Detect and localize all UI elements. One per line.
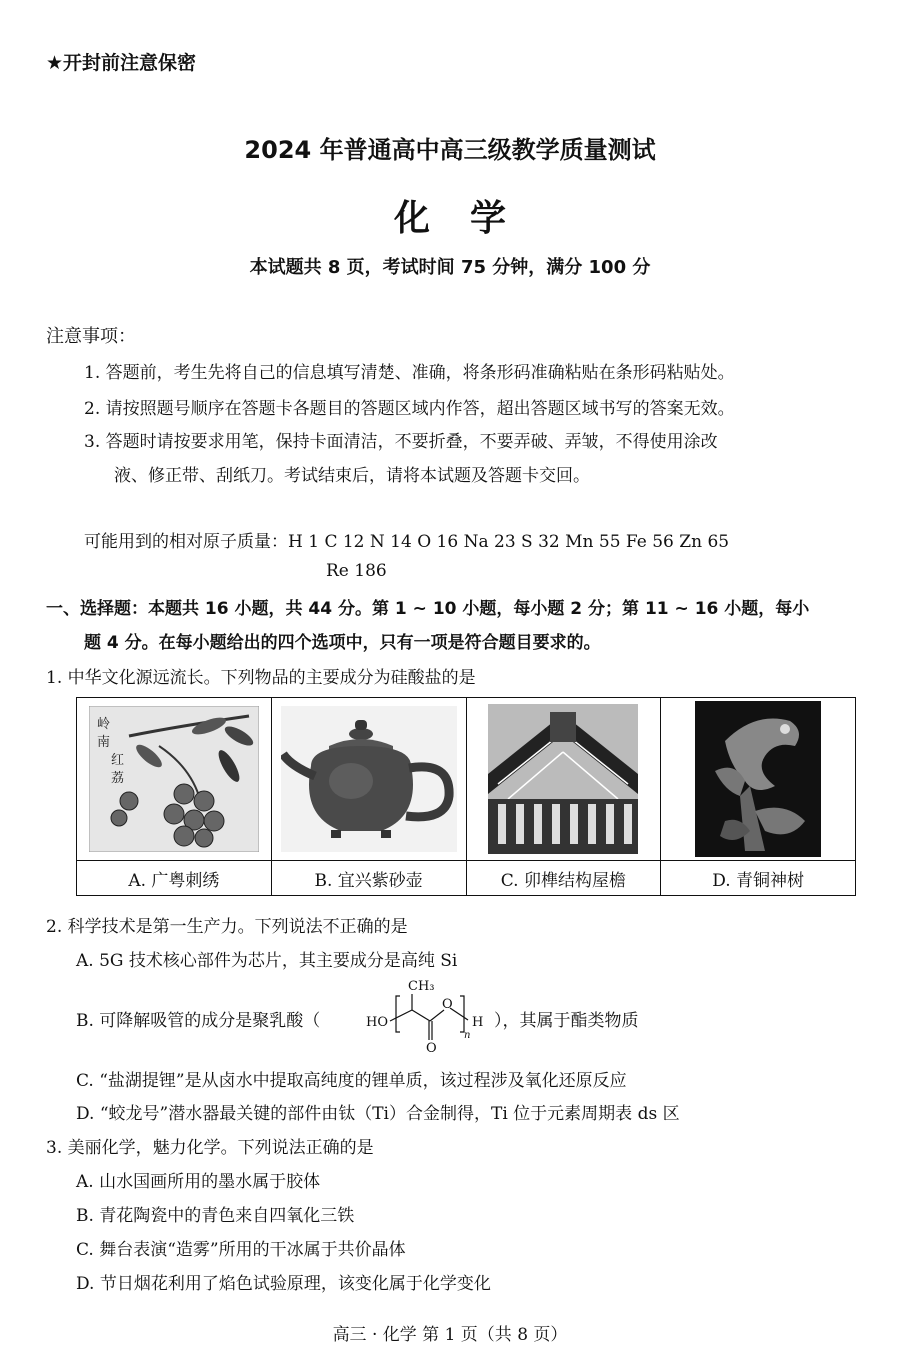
question-2-option-d: D. “蛟龙号”潜水器最关键的部件由钛（Ti）合金制得，Ti 位于元素周期表 ds 区 [76,1104,680,1124]
option-b-label: B. 宜兴紫砂壶 [271,861,466,896]
notice-item-2: 2. 请按照题号顺序在答题卡各题目的答题区域内作答，超出答题区域书写的答案无效。 [84,399,735,419]
eaves-image [488,704,638,854]
question-3-option-c: C. 舞台表演“造雾”所用的干冰属于共价晶体 [76,1240,406,1260]
bronze-tree-image [695,701,821,857]
section-1-heading-cont: 题 4 分。在每小题给出的四个选项中，只有一项是符合题目要求的。 [84,633,601,653]
question-3-stem: 3. 美丽化学，魅力化学。下列说法正确的是 [46,1138,374,1158]
notice-item-1: 1. 答题前，考生先将自己的信息填写清楚、准确，将条形码准确粘贴在条形码粘贴处。 [84,363,735,383]
option-d-image [661,698,856,861]
polylactic-acid-structure [360,976,490,1056]
embroidery-char-3: 红 [110,753,124,768]
formula-ho: HO [366,1015,388,1030]
notice-item-3-continued: 液、修正带、刮纸刀。考试结束后，请将本试题及答题卡交回。 [114,466,590,486]
embroidery-image [89,706,259,852]
option-d-label: D. 青铜神树 [661,861,856,896]
question-2-option-b: B. 可降解吸管的成分是聚乳酸（ [76,1011,321,1031]
question-2-option-a: A. 5G 技术核心部件为芯片，其主要成分是高纯 Si [76,951,458,971]
question-3-option-b: B. 青花陶瓷中的青色来自四氧化三铁 [76,1206,355,1226]
option-c-image [466,698,661,861]
teapot-image [281,706,457,852]
formula-n: n [464,1030,471,1041]
option-c-label: C. 卯榫结构屋檐 [466,861,661,896]
embroidery-char-4: 荔 [110,771,124,786]
formula-carbonyl-o: O [426,1041,437,1056]
embroidery-char-1: 岭 [96,717,110,732]
exam-meta: 本试题共 8 页，考试时间 75 分钟，满分 100 分 [249,257,651,278]
question-1-image-table [76,697,856,896]
exam-title: 2024 年普通高中高三级教学质量测试 [244,136,656,164]
notice-heading: 注意事项： [46,326,136,347]
embroidery-char-2: 南 [96,735,110,750]
notice-item-3: 3. 答题时请按要求用笔，保持卡面清洁，不要折叠，不要弄破、弄皱，不得使用涂改 [84,432,718,452]
formula-ester-o: O [442,997,453,1012]
section-1-heading: 一、选择题：本题共 16 小题，共 44 分。第 1 ~ 10 小题，每小题 2 分；第 11 ~ 16 小题，每小 [46,599,810,619]
option-a-image [77,698,272,861]
question-1-stem: 1. 中华文化源远流长。下列物品的主要成分为硅酸盐的是 [46,668,476,688]
option-b-image [271,698,466,861]
question-2-stem: 2. 科学技术是第一生产力。下列说法不正确的是 [46,917,408,937]
formula-h: H [472,1015,484,1030]
atomic-masses: 可能用到的相对原子质量：H 1 C 12 N 14 O 16 Na 23 S 32 Mn 55 Fe 56 Zn 65 [84,532,730,552]
formula-ch3: CH₃ [408,979,435,994]
question-2-option-b-cont: ），其属于酯类物质 [494,1011,639,1031]
question-3-option-a: A. 山水国画所用的墨水属于胶体 [76,1172,321,1192]
subject-title: 化学 [393,198,546,239]
option-a-label: A. 广粤刺绣 [77,861,272,896]
atomic-masses-cont: Re 186 [326,561,387,581]
question-3-option-d: D. 节日烟花利用了焰色试验原理，该变化属于化学变化 [76,1274,491,1294]
question-2-option-c: C. “盐湖提锂”是从卤水中提取高纯度的锂单质，该过程涉及氧化还原反应 [76,1071,627,1091]
page-footer: 高三 · 化学 第 1 页（共 8 页） [332,1325,568,1345]
confidential-notice: ★开封前注意保密 [46,52,197,74]
